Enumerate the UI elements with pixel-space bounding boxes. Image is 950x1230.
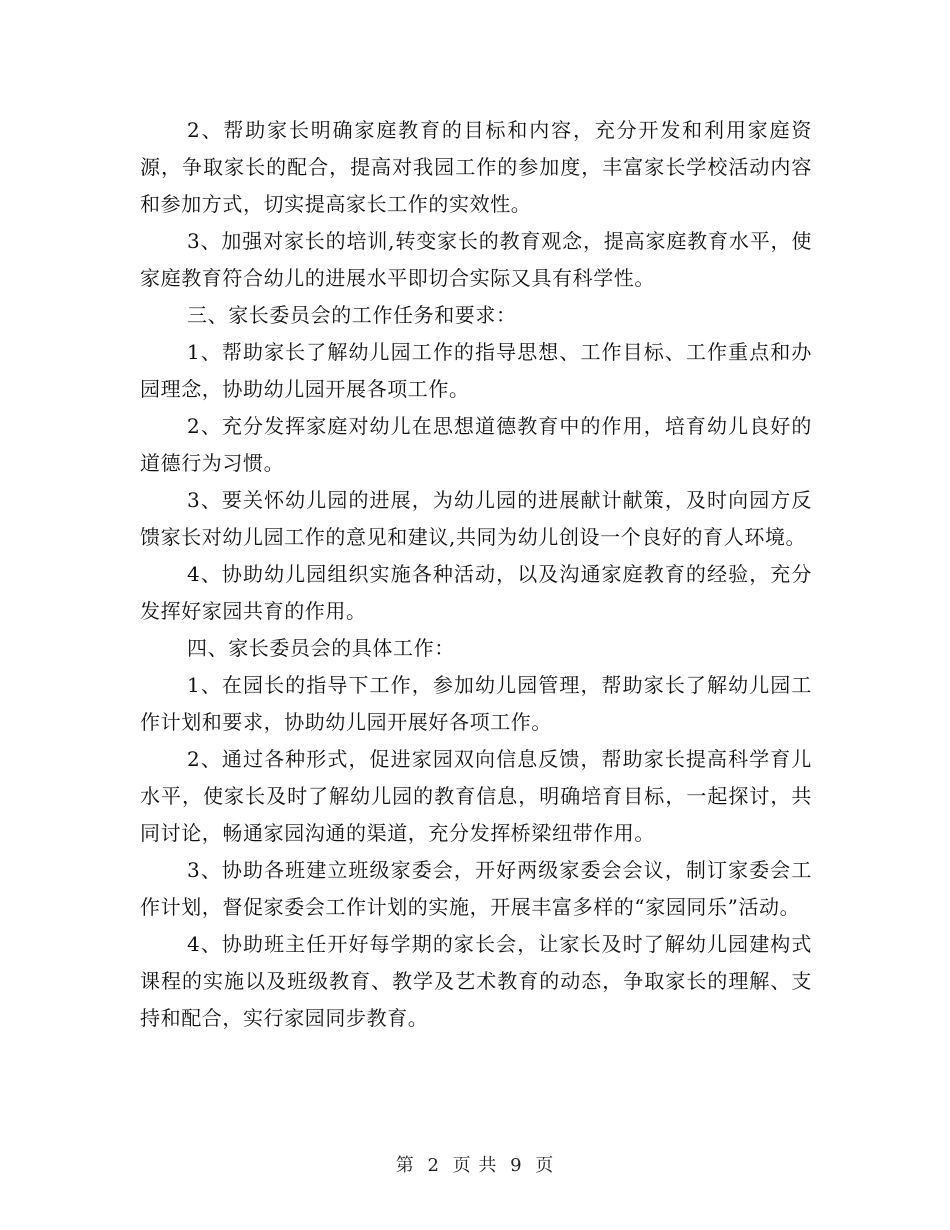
paragraph: 3、协助各班建立班级家委会，开好两级家委会会议，制订家委会工作计划，督促家委会工作计划的实施，开展丰富多样的“家园同乐”活动。	[140, 858, 812, 919]
paragraph: 3、要关怀幼儿园的进展，为幼儿园的进展献计献策，及时向园方反馈家长对幼儿园工作的意见和建议,共同为幼儿创设一个良好的育人环境。	[140, 488, 812, 549]
footer-prefix: 第	[395, 1155, 415, 1176]
paragraph: 1、帮助家长了解幼儿园工作的指导思想、工作目标、工作重点和办园理念，协助幼儿园开展各项工作。	[140, 340, 812, 401]
paragraph: 3、加强对家长的培训,转变家长的教育观念，提高家庭教育水平，使家庭教育符合幼儿的进展水平即切合实际又具有科学性。	[140, 229, 812, 290]
document-body	[140, 112, 812, 1037]
footer-middle: 页 共	[452, 1155, 498, 1176]
paragraph: 4、协助幼儿园组织实施各种活动，以及沟通家庭教育的经验，充分发挥好家园共育的作用。	[140, 562, 812, 623]
section-heading: 三、家长委员会的工作任务和要求：	[187, 303, 517, 327]
paragraph: 1、在园长的指导下工作，参加幼儿园管理，帮助家长了解幼儿园工作计划和要求，协助幼儿园开展好各项工作。	[140, 673, 812, 734]
paragraph: 4、协助班主任开好每学期的家长会，让家长及时了解幼儿园建构式课程的实施以及班级教育、教学及艺术教育的动态，争取家长的理解、支持和配合，实行家园同步教育。	[140, 932, 812, 1030]
paragraph: 2、通过各种形式，促进家园双向信息反馈，帮助家长提高科学育儿水平，使家长及时了解幼儿园的教育信息，明确培育目标，一起探讨，共同讨论，畅通家园沟通的渠道，充分发挥桥梁纽带作用。	[140, 747, 812, 845]
page-footer	[0, 1151, 950, 1177]
footer-page-number: 2	[427, 1155, 440, 1176]
paragraph: 2、充分发挥家庭对幼儿在思想道德教育中的作用，培育幼儿良好的道德行为习惯。	[140, 414, 812, 475]
footer-suffix: 页	[535, 1155, 555, 1176]
section-heading: 四、家长委员会的具体工作：	[187, 636, 455, 660]
footer-total-pages: 9	[510, 1155, 523, 1176]
paragraph: 2、帮助家长明确家庭教育的目标和内容，充分开发和利用家庭资源，争取家长的配合，提高对我园工作的参加度，丰富家长学校活动内容和参加方式，切实提高家长工作的实效性。	[140, 118, 812, 216]
